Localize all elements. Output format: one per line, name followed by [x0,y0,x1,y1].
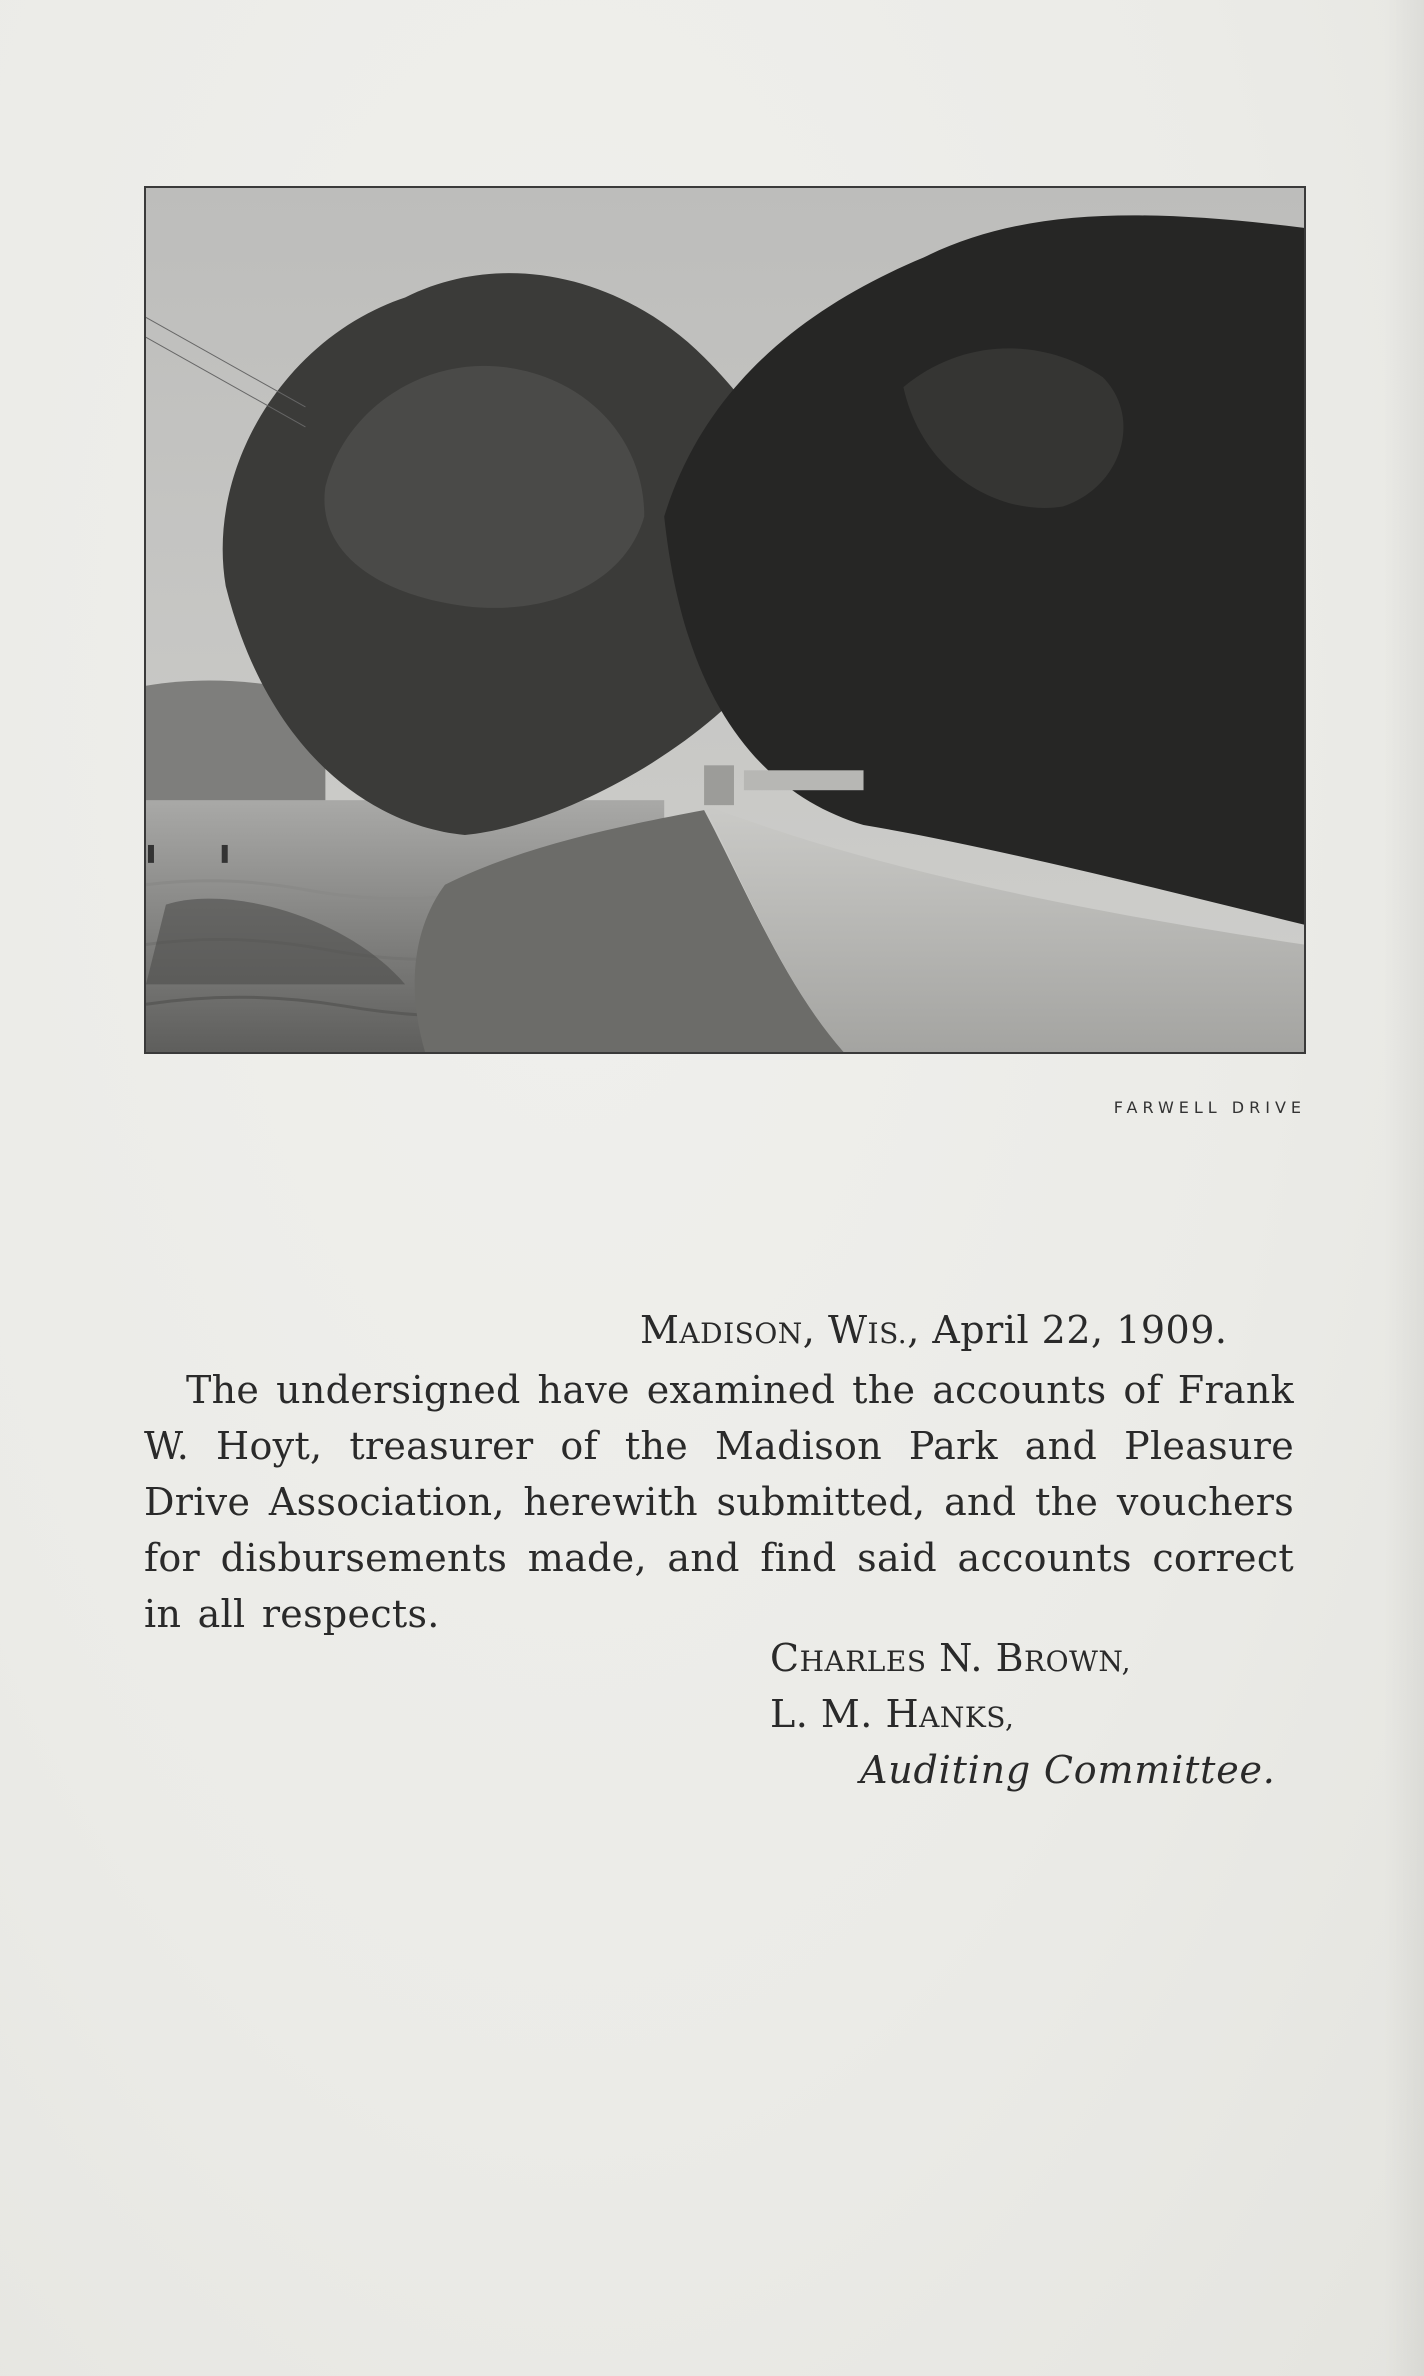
auditing-committee-label: Auditing Committee. [860,1748,1276,1792]
dateline-city-rest: ADISON [679,1317,803,1350]
page-edge-shadow [1384,0,1424,2376]
audit-statement: The undersigned have examined the accounts of Frank W. Hoyt, treasurer of the Madison Park and Pleasure Drive Association, herewith submitted, and the vouchers for disbursements made, and find said accounts correct in all respects. [144,1368,1294,1636]
signature-lm-hanks [770,1692,1014,1736]
signer2-initials: L. M. [770,1692,873,1736]
signer1-middle: N. [939,1636,984,1680]
dateline: MADISON, WIS., April 22, 1909. [640,1308,1228,1352]
signature-charles-brown [770,1636,1131,1680]
signer1-last-rest: ROWN, [1024,1645,1131,1678]
signer2-last-rest: ANKS, [919,1701,1015,1734]
signer2-last-initial: H [885,1692,920,1736]
farwell-drive-photo [144,186,1306,1054]
dateline-date: April 22, 1909. [932,1308,1228,1352]
photo-caption: FARWELL DRIVE [1113,1098,1306,1117]
signer1-first-initial: C [770,1636,800,1680]
signer1-last-initial: B [995,1636,1025,1680]
signer1-first-rest: HARLES [799,1645,927,1678]
dateline-state-rest: IS. [867,1317,908,1350]
dateline-state-initial: W [827,1308,868,1352]
dateline-city-initial: M [640,1308,680,1352]
